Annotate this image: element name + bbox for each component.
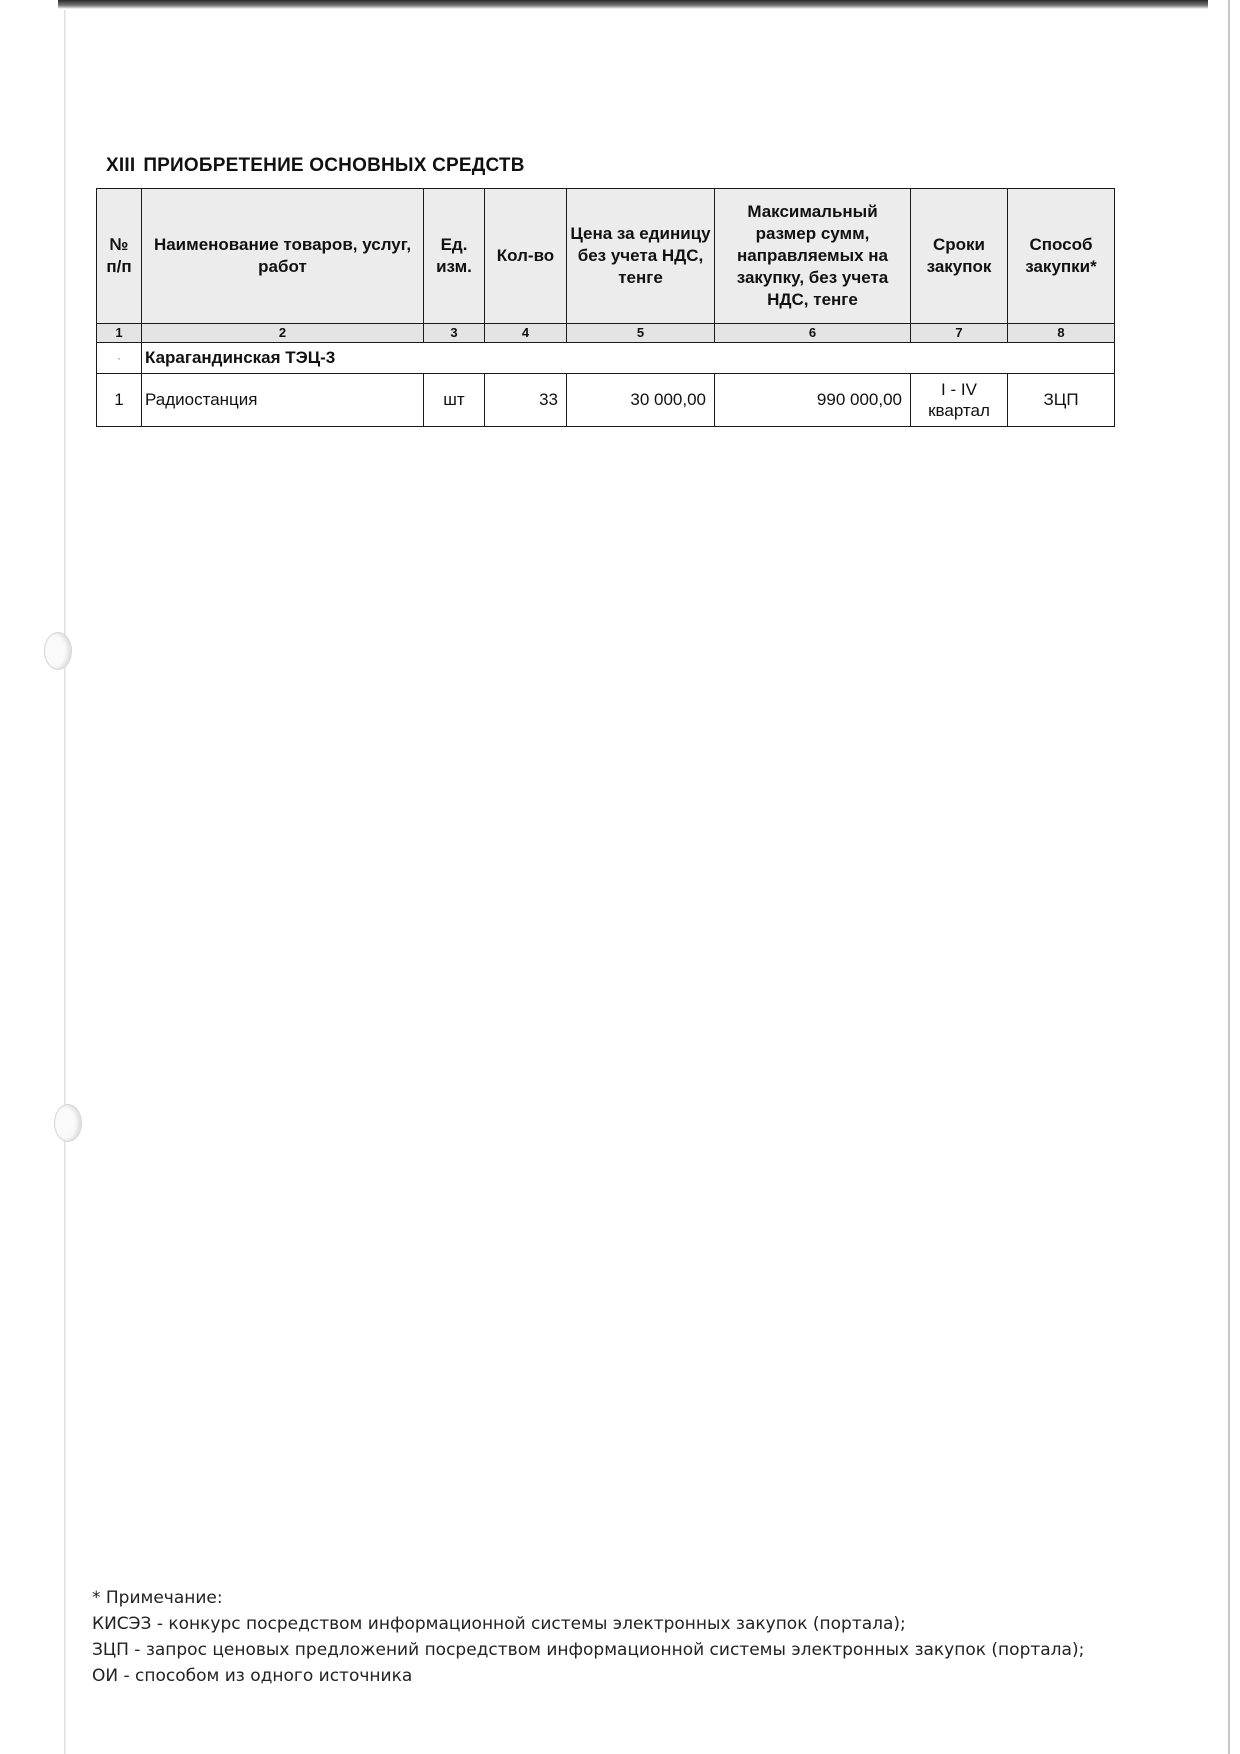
column-number: 4 [485, 324, 567, 343]
group-name: Карагандинская ТЭЦ-3 [142, 343, 1115, 374]
row-number: 1 [97, 374, 142, 427]
row-unit: шт [424, 374, 485, 427]
footnote-line: КИСЭЗ - конкурс посредством информационной системы электронных закупок (портала); [92, 1614, 906, 1634]
section-number: XIII [106, 155, 136, 176]
procurement-table [96, 188, 1115, 427]
footnote-line: ОИ - способом из одного источника [92, 1666, 413, 1686]
row-period [911, 374, 1008, 427]
header-max-amount: Максимальный размер сумм, направляемых на закупку, без учета НДС, тенге [715, 189, 911, 324]
group-marker: · [97, 343, 142, 374]
punch-hole-lower [54, 1104, 82, 1142]
scan-edge-top [58, 0, 1208, 9]
column-number: 6 [715, 324, 911, 343]
row-total-amount: 990 000,00 [715, 374, 911, 427]
row-unit-price: 30 000,00 [567, 374, 715, 427]
header-unit: Ед. изм. [424, 189, 485, 324]
section-title [106, 155, 525, 177]
column-number: 1 [97, 324, 142, 343]
binder-fold-line [64, 10, 66, 1754]
column-number: 3 [424, 324, 485, 343]
table-row [97, 374, 1115, 427]
footnote-block [92, 1585, 1092, 1689]
column-number: 8 [1008, 324, 1115, 343]
footnote-heading: * Примечание: [92, 1588, 223, 1608]
column-number: 7 [911, 324, 1008, 343]
header-quantity: Кол-во [485, 189, 567, 324]
row-quantity: 33 [485, 374, 567, 427]
section-heading: ПРИОБРЕТЕНИЕ ОСНОВНЫХ СРЕДСТВ [143, 155, 525, 176]
footnote-line: ЗЦП - запрос ценовых предложений посредством информационной системы электронных закупок (портала); [92, 1640, 1085, 1660]
header-number: № п/п [97, 189, 142, 324]
header-period: Сроки закупок [911, 189, 1008, 324]
punch-hole-upper [44, 632, 72, 670]
table-header-row [97, 189, 1115, 324]
header-method: Способ закупки* [1008, 189, 1115, 324]
header-name: Наименование товаров, услуг, работ [142, 189, 424, 324]
column-number-row [97, 324, 1115, 343]
header-unit-price: Цена за единицу без учета НДС, тенге [567, 189, 715, 324]
row-period-range: I - IV [941, 380, 977, 399]
row-method: ЗЦП [1008, 374, 1115, 427]
group-row [97, 343, 1115, 374]
scan-edge-right [1228, 0, 1230, 1754]
row-period-unit: квартал [928, 401, 990, 420]
row-item-name: Радиостанция [142, 374, 424, 427]
column-number: 5 [567, 324, 715, 343]
column-number: 2 [142, 324, 424, 343]
